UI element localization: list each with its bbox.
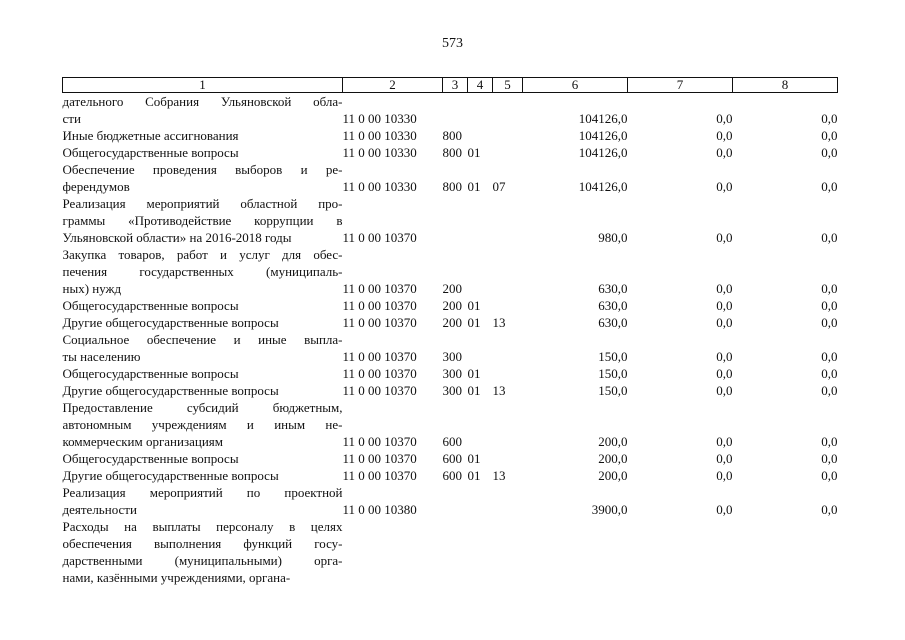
row-name-line: Другие общегосударственные вопросы <box>62 315 279 330</box>
expense-type-cell: 200 <box>442 281 462 296</box>
expense-type-cell: 600 <box>442 451 462 466</box>
amount-col-7-cell: 0,0 <box>716 349 733 364</box>
amount-col-8-cell: 0,0 <box>821 315 838 330</box>
amount-col-8-cell: 0,0 <box>821 383 838 398</box>
section-cell <box>468 331 493 365</box>
row-name-line: Общегосударственные вопросы <box>62 298 239 313</box>
table-row <box>63 127 838 144</box>
row-name-cell <box>63 246 343 297</box>
subsection-cell <box>493 331 523 365</box>
target-article-cell: 11 0 00 10370 <box>342 281 417 296</box>
table-body <box>63 93 838 587</box>
target-article-cell: 11 0 00 10370 <box>342 230 417 245</box>
amount-col-6-cell: 150,0 <box>598 383 628 398</box>
amount-col-6-cell: 980,0 <box>598 230 628 245</box>
expense-type-cell: 800 <box>442 128 462 143</box>
amount-col-6-cell <box>523 518 628 586</box>
table-row <box>63 144 838 161</box>
amount-col-8-cell: 0,0 <box>821 434 838 449</box>
table-row <box>63 331 838 365</box>
amount-col-8-cell: 0,0 <box>821 179 838 194</box>
subsection-cell <box>493 518 523 586</box>
amount-col-7-cell: 0,0 <box>716 468 733 483</box>
amount-col-7-cell: 0,0 <box>716 128 733 143</box>
amount-col-7-cell: 0,0 <box>716 502 733 517</box>
subsection-cell <box>493 195 523 246</box>
row-name-cell <box>63 314 343 331</box>
row-name-cell <box>63 127 343 144</box>
row-name-line: Ульяновской области» на 2016-2018 годы <box>62 230 292 245</box>
target-article-cell: 11 0 00 10330 <box>342 179 417 194</box>
row-name-line: Реализация мероприятий по проектной <box>62 485 343 500</box>
header-col-6: 6 <box>523 78 628 93</box>
row-name-line: ферендумов <box>62 179 130 194</box>
section-cell: 01 <box>467 145 481 160</box>
amount-col-7-cell: 0,0 <box>716 315 733 330</box>
amount-col-6-cell: 104126,0 <box>578 179 628 194</box>
expense-type-cell <box>443 93 468 128</box>
row-name-cell <box>63 467 343 484</box>
expense-type-cell: 300 <box>442 366 462 381</box>
row-name-line: Социальное обеспечение и иные выпла- <box>62 332 343 347</box>
row-name-line: дарственными (муниципальными) орга- <box>62 553 343 568</box>
table-row <box>63 314 838 331</box>
subsection-cell <box>493 144 523 161</box>
section-cell <box>468 93 493 128</box>
header-col-5: 5 <box>493 78 523 93</box>
amount-col-6-cell: 104126,0 <box>578 128 628 143</box>
expense-type-cell: 300 <box>442 383 462 398</box>
row-name-line: Иные бюджетные ассигнования <box>62 128 239 143</box>
subsection-cell <box>493 93 523 128</box>
amount-col-7-cell <box>628 518 733 586</box>
expense-type-cell: 300 <box>442 349 462 364</box>
subsection-cell <box>493 127 523 144</box>
target-article-cell: 11 0 00 10370 <box>342 315 417 330</box>
amount-col-7-cell: 0,0 <box>716 145 733 160</box>
row-name-line: ты населению <box>62 349 141 364</box>
row-name-line: Закупка товаров, работ и услуг для обес- <box>62 247 343 262</box>
row-name-line: нами, казёнными учреждениями, органа- <box>62 570 291 585</box>
row-name-cell <box>63 518 343 586</box>
section-cell <box>468 399 493 450</box>
row-name-line: Другие общегосударственные вопросы <box>62 383 279 398</box>
row-name-line: Общегосударственные вопросы <box>62 366 239 381</box>
row-name-line: Предоставление субсидий бюджетным, <box>62 400 343 415</box>
amount-col-6-cell: 3900,0 <box>591 502 628 517</box>
table-row <box>63 450 838 467</box>
amount-col-6-cell: 630,0 <box>598 315 628 330</box>
target-article-cell: 11 0 00 10330 <box>342 111 417 126</box>
subsection-cell <box>493 450 523 467</box>
expense-type-cell: 800 <box>442 145 462 160</box>
expense-type-cell: 600 <box>442 434 462 449</box>
table-header-row <box>63 78 838 93</box>
amount-col-7-cell: 0,0 <box>716 366 733 381</box>
table-row <box>63 161 838 195</box>
amount-col-8-cell <box>733 518 838 586</box>
row-name-cell <box>63 450 343 467</box>
expense-type-cell: 800 <box>442 179 462 194</box>
row-name-line: ных) нужд <box>62 281 122 296</box>
expense-type-cell: 600 <box>442 468 462 483</box>
row-name-line: граммы «Противодействие коррупции в <box>62 213 343 228</box>
table-row <box>63 195 838 246</box>
row-name-line: печения государственных (муниципаль- <box>62 264 343 279</box>
row-name-line: Общегосударственные вопросы <box>62 451 239 466</box>
amount-col-6-cell: 200,0 <box>598 434 628 449</box>
row-name-cell <box>63 382 343 399</box>
target-article-cell: 11 0 00 10370 <box>342 349 417 364</box>
section-cell <box>468 484 493 518</box>
table-row <box>63 93 838 128</box>
amount-col-8-cell: 0,0 <box>821 281 838 296</box>
row-name-line: Общегосударственные вопросы <box>62 145 239 160</box>
subsection-cell: 13 <box>492 315 506 330</box>
subsection-cell <box>493 399 523 450</box>
section-cell: 01 <box>467 179 481 194</box>
row-name-cell <box>63 365 343 382</box>
target-article-cell: 11 0 00 10370 <box>342 366 417 381</box>
section-cell <box>468 127 493 144</box>
amount-col-7-cell: 0,0 <box>716 383 733 398</box>
section-cell: 01 <box>467 298 481 313</box>
amount-col-7-cell: 0,0 <box>716 281 733 296</box>
amount-col-6-cell: 104126,0 <box>578 145 628 160</box>
header-col-3: 3 <box>443 78 468 93</box>
amount-col-6-cell: 104126,0 <box>578 111 628 126</box>
row-name-cell <box>63 484 343 518</box>
table-row <box>63 246 838 297</box>
table-row <box>63 518 838 586</box>
amount-col-7-cell: 0,0 <box>716 230 733 245</box>
target-article-cell: 11 0 00 10370 <box>342 468 417 483</box>
amount-col-8-cell: 0,0 <box>821 128 838 143</box>
amount-col-6-cell: 150,0 <box>598 366 628 381</box>
table-row <box>63 399 838 450</box>
section-cell: 01 <box>467 315 481 330</box>
subsection-cell <box>493 365 523 382</box>
target-article-cell: 11 0 00 10380 <box>342 502 417 517</box>
row-name-cell <box>63 331 343 365</box>
header-col-8: 8 <box>733 78 838 93</box>
target-article-cell: 11 0 00 10370 <box>342 383 417 398</box>
header-col-2: 2 <box>343 78 443 93</box>
amount-col-6-cell: 200,0 <box>598 468 628 483</box>
expense-type-cell <box>443 484 468 518</box>
amount-col-8-cell: 0,0 <box>821 298 838 313</box>
amount-col-6-cell: 630,0 <box>598 281 628 296</box>
amount-col-8-cell: 0,0 <box>821 349 838 364</box>
section-cell: 01 <box>467 366 481 381</box>
section-cell: 01 <box>467 383 481 398</box>
expense-type-cell: 200 <box>442 315 462 330</box>
table-row <box>63 467 838 484</box>
table-row <box>63 484 838 518</box>
amount-col-7-cell: 0,0 <box>716 179 733 194</box>
amount-col-8-cell: 0,0 <box>821 366 838 381</box>
target-article-cell: 11 0 00 10370 <box>342 434 417 449</box>
expense-type-cell <box>443 518 468 586</box>
budget-table <box>62 77 838 586</box>
amount-col-8-cell: 0,0 <box>821 468 838 483</box>
amount-col-7-cell: 0,0 <box>716 434 733 449</box>
row-name-line: Другие общегосударственные вопросы <box>62 468 279 483</box>
row-name-line: автономным учреждениям и иным не- <box>62 417 343 432</box>
section-cell: 01 <box>467 468 481 483</box>
header-col-4: 4 <box>468 78 493 93</box>
row-name-line: деятельности <box>62 502 137 517</box>
target-article-cell: 11 0 00 10370 <box>342 451 417 466</box>
row-name-line: Обеспечение проведения выборов и ре- <box>62 162 343 177</box>
row-name-cell <box>63 195 343 246</box>
header-col-1: 1 <box>63 78 343 93</box>
target-article-cell: 11 0 00 10370 <box>342 298 417 313</box>
row-name-line: коммерческим организациям <box>62 434 224 449</box>
section-cell <box>468 518 493 586</box>
row-name-cell <box>63 161 343 195</box>
row-name-cell <box>63 399 343 450</box>
row-name-line: сти <box>62 111 81 126</box>
expense-type-cell: 200 <box>442 298 462 313</box>
amount-col-6-cell: 200,0 <box>598 451 628 466</box>
row-name-line: Реализация мероприятий областной про- <box>62 196 343 211</box>
amount-col-7-cell: 0,0 <box>716 451 733 466</box>
expense-type-cell <box>443 195 468 246</box>
row-name-cell <box>63 144 343 161</box>
row-name-cell <box>63 93 343 128</box>
section-cell <box>468 246 493 297</box>
target-article-cell <box>343 518 443 586</box>
header-col-7: 7 <box>628 78 733 93</box>
section-cell <box>468 195 493 246</box>
table-row <box>63 297 838 314</box>
amount-col-8-cell: 0,0 <box>821 111 838 126</box>
subsection-cell <box>493 297 523 314</box>
amount-col-8-cell: 0,0 <box>821 451 838 466</box>
subsection-cell: 13 <box>492 383 506 398</box>
table-row <box>63 382 838 399</box>
subsection-cell: 13 <box>492 468 506 483</box>
target-article-cell: 11 0 00 10330 <box>342 128 417 143</box>
amount-col-7-cell: 0,0 <box>716 111 733 126</box>
amount-col-7-cell: 0,0 <box>716 298 733 313</box>
amount-col-8-cell: 0,0 <box>821 502 838 517</box>
subsection-cell: 07 <box>492 179 506 194</box>
row-name-line: Расходы на выплаты персоналу в целях <box>62 519 343 534</box>
target-article-cell: 11 0 00 10330 <box>342 145 417 160</box>
table-row <box>63 365 838 382</box>
row-name-line: дательного Собрания Ульяновской обла- <box>62 94 343 109</box>
subsection-cell <box>493 484 523 518</box>
amount-col-6-cell: 150,0 <box>598 349 628 364</box>
amount-col-8-cell: 0,0 <box>821 145 838 160</box>
amount-col-8-cell: 0,0 <box>821 230 838 245</box>
row-name-line: обеспечения выполнения функций госу- <box>62 536 343 551</box>
section-cell: 01 <box>467 451 481 466</box>
page-number: 573 <box>442 36 463 51</box>
amount-col-6-cell: 630,0 <box>598 298 628 313</box>
row-name-cell <box>63 297 343 314</box>
subsection-cell <box>493 246 523 297</box>
